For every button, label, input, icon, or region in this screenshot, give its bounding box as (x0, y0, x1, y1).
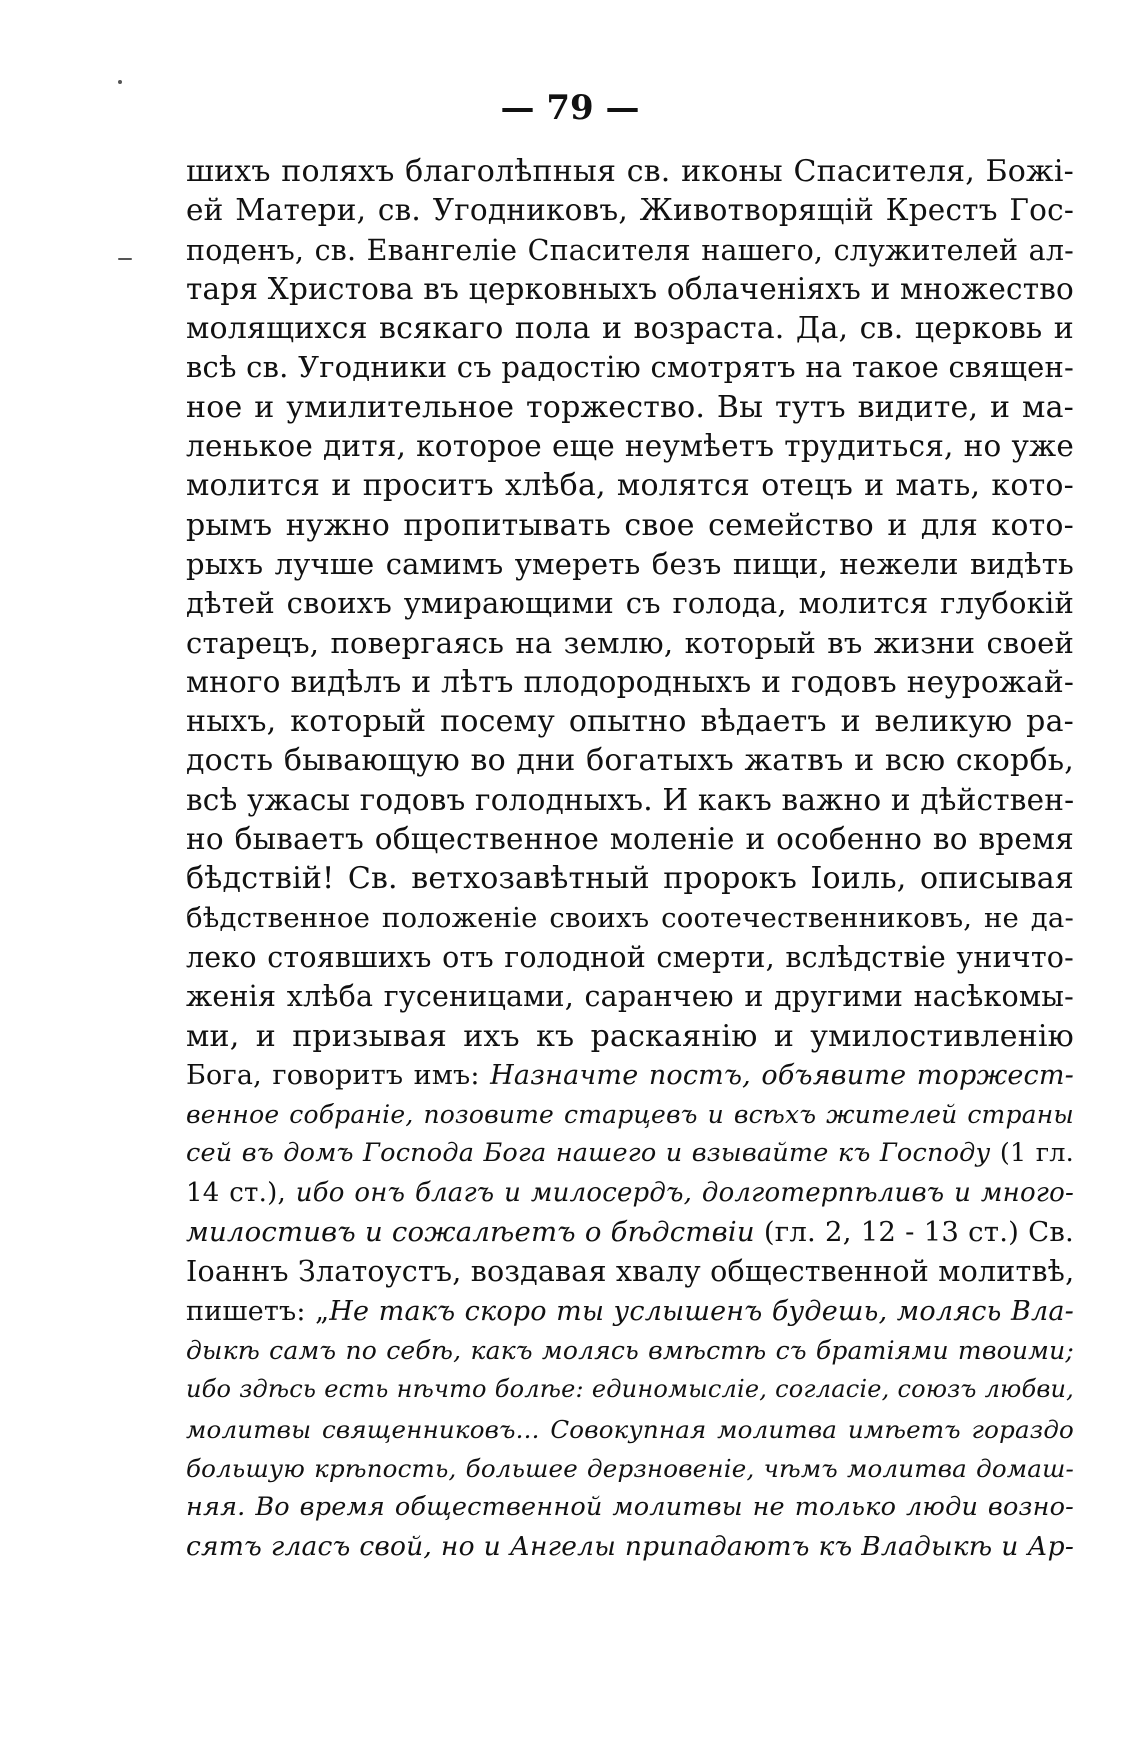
text-line: бѣдственное положеніе своихъ соотечественниковъ, не да- (186, 901, 1074, 934)
text-line: леко стоявшихъ отъ голодной смерти, вслѣдствіе уничто- (186, 940, 1074, 974)
margin-dash (118, 258, 132, 260)
text-line: ленькое дитя, которое еще неумѣетъ трудиться, но уже (186, 429, 1074, 464)
text-line: шихъ поляхъ благолѣпныя св. иконы Спасителя, Божі- (186, 154, 1074, 189)
citation: (1 гл. (999, 1138, 1074, 1169)
text-line (186, 1134, 1074, 1173)
citation: (гл. 2, 12 - 13 ст.) Св. (763, 1216, 1074, 1249)
italic-quote-line: венное собраніе, позовите старцевъ и всѣхъ жителей страны (186, 1100, 1074, 1130)
text-line: поденъ, св. Евангеліе Спасителя нашего, служителей ал- (186, 233, 1074, 267)
text-line (186, 1213, 1074, 1252)
italic-quote: ибо онъ благъ и милосердъ, долготерпѣливъ и много- (295, 1177, 1074, 1208)
text-line: всѣ ужасы годовъ голодныхъ. И какъ важно и дѣйствен- (186, 782, 1075, 817)
text-line (186, 1292, 1074, 1331)
text-span: Бога, говоритъ имъ: (186, 1059, 491, 1091)
italic-quote: Назначте постъ, объявите торжест- (490, 1059, 1074, 1091)
text-line (186, 1056, 1074, 1095)
text-line: старецъ, повергаясь на землю, который въ жизни своей (186, 625, 1074, 660)
text-line: молится и проситъ хлѣба, молятся отецъ и мать, кото- (186, 468, 1074, 504)
citation: 14 ст.), (186, 1177, 296, 1208)
text-line: дость бывающую во дни богатыхъ жатвъ и всю скорбь, (186, 743, 1074, 779)
text-line: рыхъ лучше самимъ умереть безъ пищи, нежели видѣть (186, 546, 1074, 581)
text-line: ми, и призывая ихъ къ раскаянію и умилостивленію (186, 1018, 1074, 1054)
text-line: бѣдствій! Св. ветхозавѣтный пророкъ Іоиль, описывая (186, 861, 1074, 897)
text-line: всѣ св. Угодники съ радостію смотрятъ на такое священ- (186, 350, 1074, 385)
italic-quote-line: молитвы священниковъ... Совокупная молитва имѣетъ гораздо (186, 1414, 1074, 1444)
text-line: много видѣлъ и лѣтъ плодородныхъ и годовъ неурожай- (186, 664, 1074, 699)
text-line: но бываетъ общественное моленіе и особенно во время (186, 822, 1074, 857)
text-line: ныхъ, который посему опытно вѣдаетъ и великую ра- (186, 704, 1074, 740)
italic-quote: сей въ домъ Господа Бога нашего и взывайте къ Господу (186, 1138, 1000, 1169)
italic-quote: Не такъ скоро ты услышенъ будешь, молясь Вла- (329, 1295, 1074, 1327)
italic-quote-line: сятъ гласъ свой, но и Ангелы припадаютъ къ Владыкѣ и Ар- (186, 1531, 1074, 1563)
text-line (186, 1174, 1074, 1213)
body-text (186, 152, 1074, 1567)
text-line: ное и умилительное торжество. Вы тутъ видите, и ма- (186, 389, 1074, 425)
text-line: Іоаннъ Златоустъ, воздавая хвалу общественной молитвѣ, (186, 1255, 1075, 1289)
page-number: — 79 — (500, 88, 640, 128)
italic-quote-line: няя. Во время общественной молитвы не только люди возно- (186, 1492, 1074, 1523)
margin-dot (118, 80, 122, 84)
text-span: пишетъ: „ (186, 1295, 330, 1327)
text-line: дѣтей своихъ умирающими съ голода, молится глубокій (186, 586, 1074, 621)
text-line: ей Матери, св. Угодниковъ, Животворящій Крестъ Гос- (186, 193, 1074, 228)
text-line: таря Христова въ церковныхъ облаченіяхъ и множество (186, 271, 1075, 306)
text-line: молящихся всякаго пола и возраста. Да, св. церковь и (186, 311, 1074, 347)
text-line: женія хлѣба гусеницами, саранчею и другими насѣкомы- (186, 980, 1074, 1014)
italic-quote-line: дыкѣ самъ по себѣ, какъ молясь вмѣстѣ съ братіями твоими; (186, 1335, 1074, 1365)
italic-quote: милостивъ и сожалѣетъ о бѣдствіи (186, 1216, 764, 1249)
italic-quote-line: большую крѣпость, большее дерзновеніе, чѣмъ молитва домаш- (186, 1453, 1074, 1483)
italic-quote-line: ибо здѣсь есть нѣчто болѣе: единомысліе, согласіе, союзъ любви, (186, 1375, 1074, 1404)
text-line: рымъ нужно пропитывать свое семейство и для кото- (186, 507, 1074, 543)
